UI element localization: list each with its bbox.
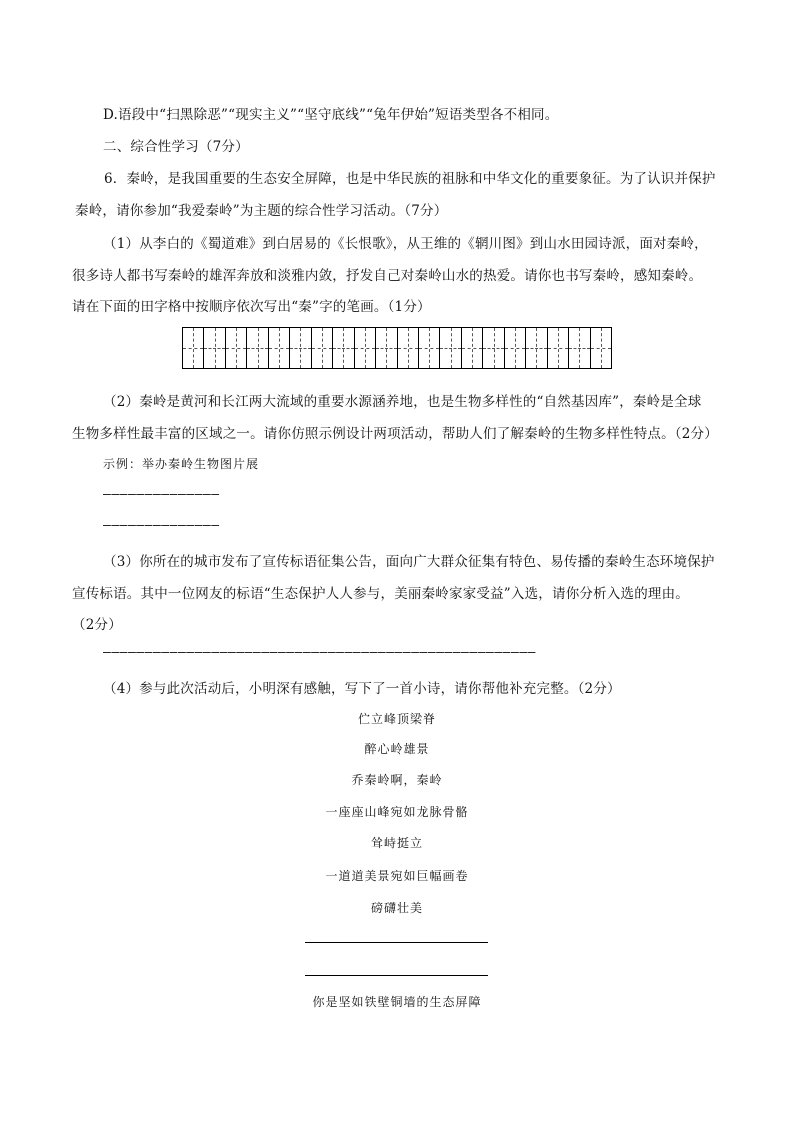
part-3-line-2: 宣传标语。其中一位网友的标语“生态保护人人参与，美丽秦岭家家受益”入选，请你分析入选的理由。 [72,586,690,602]
grid-cell[interactable] [290,328,311,368]
grid-cell[interactable] [440,328,461,368]
poem-line-3: 乔秦岭啊，秦岭 [351,773,443,787]
grid-cell[interactable] [398,328,419,368]
grid-cell[interactable] [333,328,354,368]
grid-cell[interactable] [548,328,569,368]
tianzige-grid[interactable] [182,327,612,369]
part-3-line-1: （3）你所在的城市发布了宣传标语征集公告，面向广大群众征集有特色、易传播的秦岭生态环境保护 [103,554,715,570]
part-1-line-1: （1）从李白的《蜀道难》到白居易的《长恨歌》，从王维的《辋川图》到山水田园诗派，面对秦岭， [103,236,708,252]
grid-cell[interactable] [505,328,526,368]
grid-cell[interactable] [569,328,590,368]
poem-line-6: 一道道美景宛如巨幅画卷 [325,869,469,883]
answer-line-2[interactable]: —————————————— [103,518,220,533]
poem-line-4: 一座座山峰宛如龙脉骨骼 [325,805,469,819]
poem-blank-2[interactable] [305,975,488,976]
grid-cell[interactable] [226,328,247,368]
question-6-line-1: 6．秦岭，是我国重要的生态安全屏障，也是中华民族的祖脉和中华文化的重要象征。为了认识并保护 [104,171,716,187]
poem-line-1: 伫立峰顶梁脊 [357,712,436,726]
grid-cell[interactable] [204,328,225,368]
part-2-example: 示例：举办秦岭生物图片展 [103,457,260,471]
answer-line-1[interactable]: —————————————— [103,487,220,502]
poem-line-2: 醉心岭雄景 [364,742,430,756]
poem-last-line: 你是坚如铁壁铜墙的生态屏障 [312,995,482,1009]
grid-cell[interactable] [526,328,547,368]
grid-cell[interactable] [462,328,483,368]
question-6-line-2: 秦岭，请你参加“我爱秦岭”为主题的综合性学习活动。（7分） [75,203,448,219]
grid-cell[interactable] [483,328,504,368]
grid-cell[interactable] [269,328,290,368]
poem-line-5: 耸峙挺立 [370,836,423,850]
poem-blank-1[interactable] [305,942,488,943]
poem-line-7: 磅礴壮美 [370,901,423,915]
answer-line-3[interactable]: ———————————————————————————————————————————————————— [103,645,536,660]
part-1-line-2: 很多诗人都书写秦岭的雄浑奔放和淡雅内敛，抒发自己对秦岭山水的热爱。请你也书写秦岭，感知秦岭。 [72,268,703,284]
grid-cell[interactable] [419,328,440,368]
option-d: D.语段中“扫黑除恶”“现实主义”“坚守底线”“兔年伊始”短语类型各不相同。 [103,107,559,123]
grid-cell[interactable] [355,328,376,368]
grid-cell[interactable] [183,328,204,368]
part-1-line-3: 请在下面的田字格中按顺序依次写出“秦”字的笔画。（1分） [72,299,431,315]
part-3-line-3: （2分） [72,617,122,633]
section-heading: 二、综合性学习（7分） [103,139,249,155]
grid-cell[interactable] [312,328,333,368]
grid-cell[interactable] [591,328,611,368]
grid-cell[interactable] [247,328,268,368]
part-2-line-2: 生物多样性最丰富的区域之一。请你仿照示例设计两项活动，帮助人们了解秦岭的生物多样性特点。（2分） [72,426,718,442]
part-4-line-1: （4）参与此次活动后，小明深有感触，写下了一首小诗，请你帮他补充完整。（2分） [103,681,621,697]
part-2-line-1: （2）秦岭是黄河和长江两大流域的重要水源涵养地，也是生物多样性的“自然基因库”，秦岭是全球 [103,394,702,410]
grid-cell[interactable] [376,328,397,368]
